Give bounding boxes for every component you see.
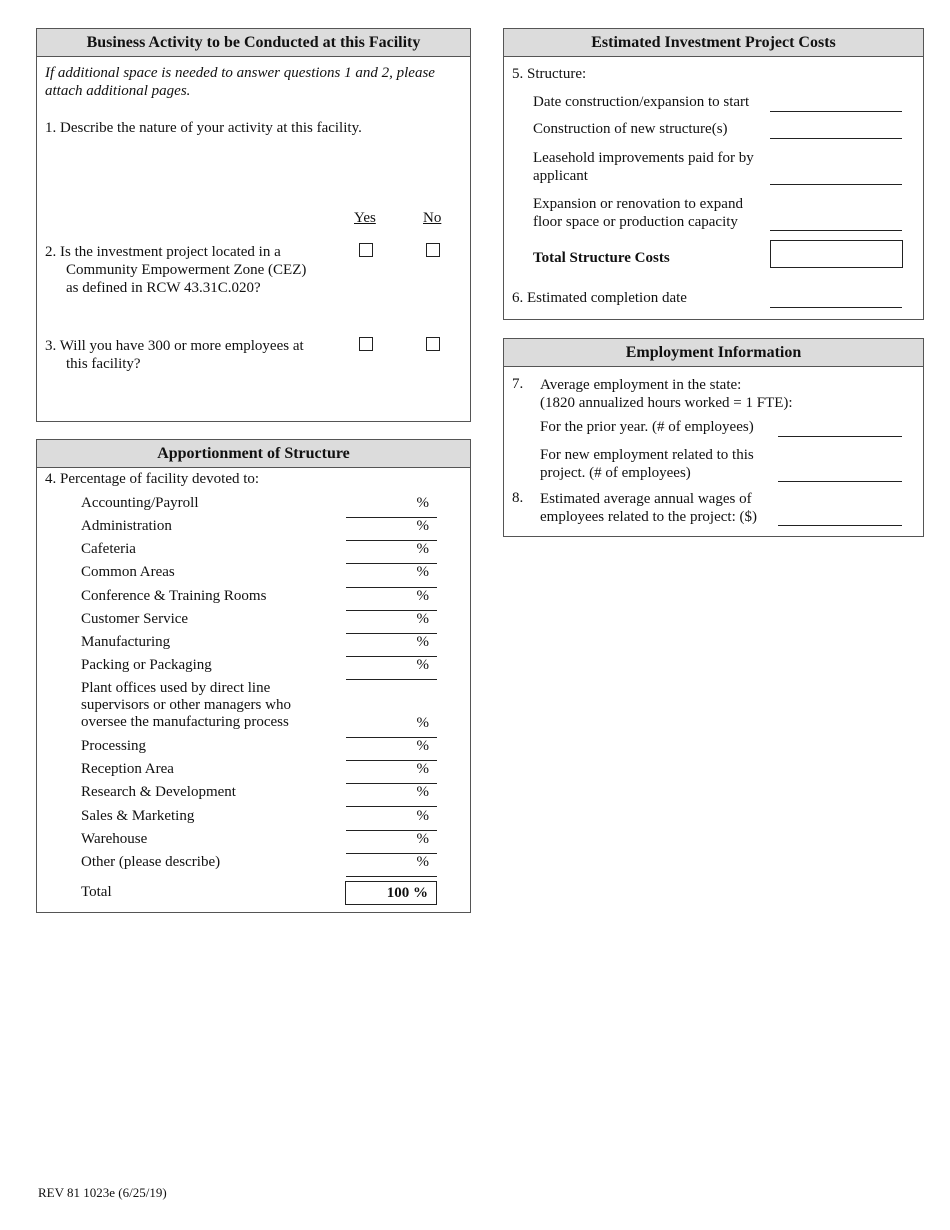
prior-year-input-line[interactable] [778,436,902,437]
item-label: Packing or Packaging [81,657,212,673]
percent-sign: % [416,854,429,870]
item-label: Cafeteria [81,541,136,557]
question-2: 2. Is the investment project located in a Community Empowerment Zone (CEZ) as defined in RCW 43.31C.020? [45,244,307,296]
apportionment-section [36,439,471,913]
new-employment-label: For new employment related to this project. (# of employees) [540,447,754,481]
q2-no-checkbox[interactable] [426,243,440,257]
item-label: Other (please describe) [81,854,221,870]
item-label: Sales & Marketing [81,808,195,824]
item-label: Administration [81,518,172,534]
percent-input-line[interactable] [346,806,437,807]
item-label: Reception Area [81,761,174,777]
prior-year-label: For the prior year. (# of employees) [540,419,754,435]
item-label: Conference & Training Rooms [81,588,267,604]
percent-sign: % [416,564,429,580]
percent-sign: % [416,784,429,800]
percent-input-line[interactable] [346,876,437,877]
structure-row-label: Date construction/expansion to start [533,94,750,110]
item-label: Common Areas [81,564,175,580]
item-label: Processing [81,738,146,754]
total-label: Total [81,884,112,900]
question-7: Average employment in the state: (1820 annualized hours worked = 1 FTE): [540,377,793,411]
average-wages-input-line[interactable] [778,525,902,526]
additional-space-note: If additional space is needed to answer questions 1 and 2, please attach additional pages. [45,65,435,99]
question-6: 6. Estimated completion date [512,290,687,306]
item-label: Plant offices used by direct line supervisors or other managers who oversee the manufacturing process [81,680,291,730]
percent-sign: % [416,588,429,604]
item-label: Research & Development [81,784,236,800]
item-label: Manufacturing [81,634,171,650]
percent-sign: % [416,657,429,673]
item-label: Warehouse [81,831,148,847]
apportionment-title: Apportionment of Structure [37,440,470,468]
structure-row-label: Construction of new structure(s) [533,121,728,137]
percent-sign: % [416,634,429,650]
percent-sign: % [416,611,429,627]
percent-sign: % [416,541,429,557]
percent-sign: % [416,808,429,824]
yes-column-label: Yes [354,210,376,226]
structure-row-label: Expansion or renovation to expand floor space or production capacity [533,196,743,230]
no-column-label: No [423,210,442,226]
percent-sign: % [416,738,429,754]
item-label: Accounting/Payroll [81,495,199,511]
percent-sign: % [416,761,429,777]
question-8: Estimated average annual wages of employees related to the project: ($) [540,491,757,525]
structure-row-label: Leasehold improvements paid for by applicant [533,150,754,184]
total-structure-label: Total Structure Costs [533,250,670,266]
percent-sign: % [416,495,429,511]
form-id: REV 81 1023e (6/25/19) [38,1185,167,1200]
investment-costs-title: Estimated Investment Project Costs [504,29,923,57]
new-structure-input-line[interactable] [770,138,902,139]
total-structure-input-box[interactable] [770,240,903,268]
percent-sign: % [416,715,429,731]
leasehold-input-line[interactable] [770,184,902,185]
investment-costs-section [503,28,924,320]
total-percent-box: 100 % [345,881,437,905]
question-4: 4. Percentage of facility devoted to: [45,471,260,487]
expansion-input-line[interactable] [770,230,902,231]
business-activity-section [36,28,471,422]
percent-sign: % [416,518,429,534]
question-1: 1. Describe the nature of your activity at this facility. [45,120,362,136]
new-employment-input-line[interactable] [778,481,902,482]
employment-title: Employment Information [504,339,923,367]
percent-input-line[interactable] [346,679,437,680]
q3-yes-checkbox[interactable] [359,337,373,351]
date-start-input-line[interactable] [770,111,902,112]
question-7-number: 7. [512,376,524,392]
percent-sign: % [416,831,429,847]
question-3: 3. Will you have 300 or more employees at this facility? [45,338,304,372]
q2-yes-checkbox[interactable] [359,243,373,257]
question-8-number: 8. [512,490,524,506]
employment-section [503,338,924,537]
item-label: Customer Service [81,611,189,627]
q3-no-checkbox[interactable] [426,337,440,351]
question-5: 5. Structure: [512,66,587,82]
business-activity-title: Business Activity to be Conducted at this Facility [37,29,470,57]
completion-date-input-line[interactable] [770,307,902,308]
